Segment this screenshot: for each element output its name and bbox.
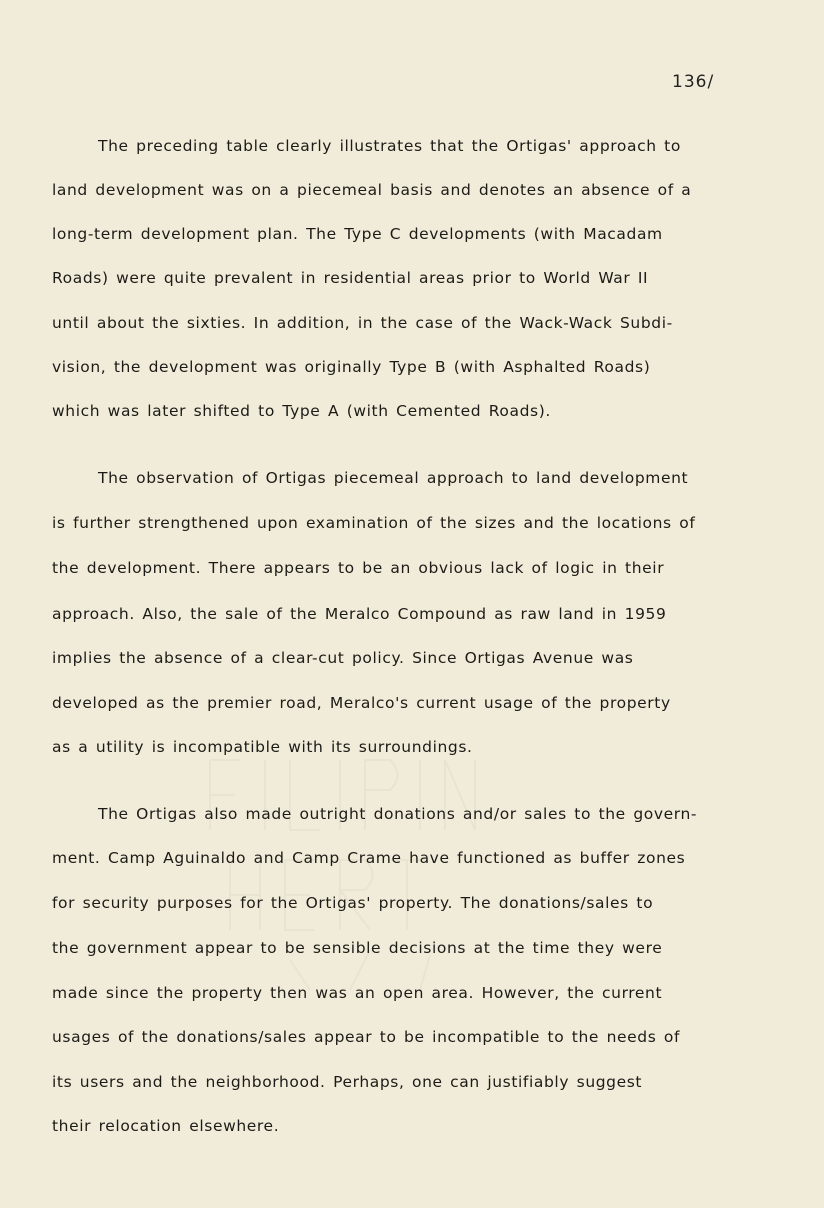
text-line: which was later shifted to Type A (with Cemented Roads). [52,402,551,420]
text-line: the government appear to be sensible decisions at the time they were [52,939,663,957]
text-line: ment. Camp Aguinaldo and Camp Crame have functioned as buffer zones [52,849,686,867]
text-line: made since the property then was an open area. However, the current [52,984,663,1002]
text-line: developed as the premier road, Meralco's current usage of the property [52,694,671,712]
text-line: Roads) were quite prevalent in residential areas prior to World War II [52,269,649,287]
page-number: 136/ [672,72,715,92]
text-line: their relocation elsewhere. [52,1117,280,1135]
text-line: implies the absence of a clear-cut policy. Since Ortigas Avenue was [52,649,634,667]
text-line: is further strengthened upon examination of the sizes and the locations of [52,514,696,532]
text-line: for security purposes for the Ortigas' property. The donations/sales to [52,894,654,912]
watermark [170,740,530,1000]
text-line: until about the sixties. In addition, in the case of the Wack-Wack Subdi- [52,314,673,332]
text-line: as a utility is incompatible with its surroundings. [52,738,473,756]
text-line: usages of the donations/sales appear to be incompatible to the needs of [52,1028,681,1046]
text-line: The observation of Ortigas piecemeal approach to land development [98,469,689,487]
text-line: its users and the neighborhood. Perhaps, one can justifiably suggest [52,1073,643,1091]
text-line: the development. There appears to be an obvious lack of logic in their [52,559,665,577]
text-line: land development was on a piecemeal basis and denotes an absence of a [52,181,692,199]
text-line: vision, the development was originally Type B (with Asphalted Roads) [52,358,651,376]
text-line: The preceding table clearly illustrates that the Ortigas' approach to [98,137,681,155]
text-line: approach. Also, the sale of the Meralco Compound as raw land in 1959 [52,605,667,623]
text-line: long-term development plan. The Type C developments (with Macadam [52,225,663,243]
text-line: The Ortigas also made outright donations and/or sales to the govern- [98,805,698,823]
